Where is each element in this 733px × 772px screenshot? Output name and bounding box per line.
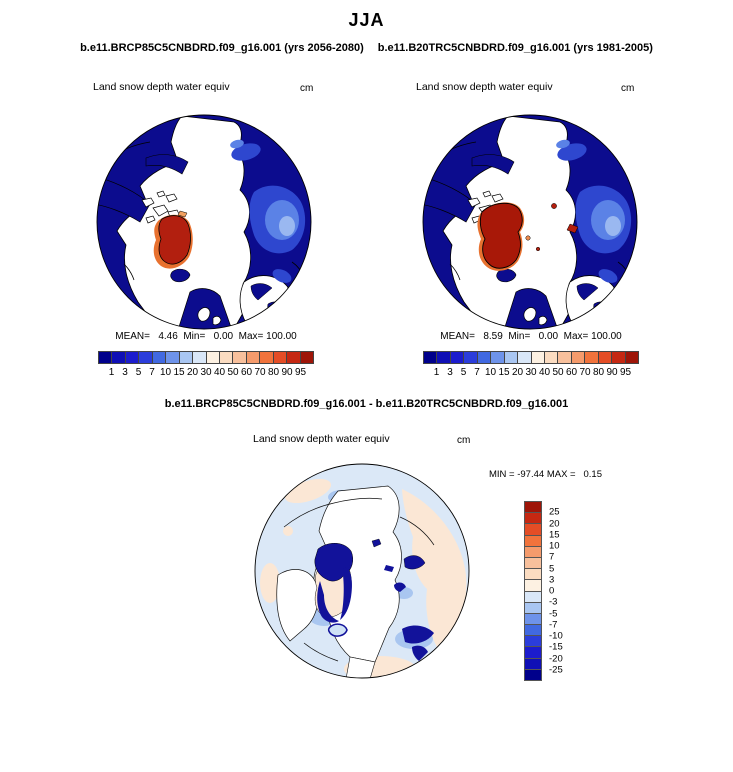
field-label-diff: Land snow depth water equiv (253, 433, 390, 445)
colorbar-segment (220, 352, 232, 363)
case-title-row (0, 42, 733, 54)
diff-minmax: MIN = -97.44 MAX = 0.15 (489, 469, 602, 480)
colorbar-segment (153, 352, 165, 363)
diff-colorbar-segment (525, 670, 541, 680)
colorbar-tick-label: 1 (433, 367, 440, 378)
field-label-left: Land snow depth water equiv (93, 81, 230, 93)
colorbar-segment (112, 352, 124, 363)
colorbar-segment (424, 352, 436, 363)
colorbar-tick-label: 10 (159, 367, 172, 378)
diff-colorbar-tick-label: -5 (549, 608, 558, 619)
diff-colorbar-segment (525, 536, 541, 546)
case-title-left: b.e11.BRCP85C5CNBDRD.f09_g16.001 (yrs 2056-2080) (80, 42, 364, 54)
field-label-right: Land snow depth water equiv (416, 81, 553, 93)
colorbar-segment (180, 352, 192, 363)
diff-title: b.e11.BRCP85C5CNBDRD.f09_g16.001 - b.e11.B20TRC5CNBDRD.f09_g16.001 (164, 398, 569, 410)
colorbar-tick-label: 5 (135, 367, 142, 378)
colorbar-tick-label: 50 (227, 367, 239, 378)
colorbar-tick-label: 50 (552, 367, 564, 378)
diff-colorbar-tick-label: 10 (549, 540, 560, 552)
diff-colorbar-tick-label: 7 (549, 551, 555, 563)
polar-map-difference (254, 463, 470, 679)
colorbar-tick-label: 20 (186, 367, 199, 378)
units-left: cm (300, 83, 314, 94)
diff-colorbar-tick-label: -7 (549, 619, 558, 631)
colorbar-segment (193, 352, 205, 363)
colorbar-tick-label: 95 (619, 367, 632, 378)
colorbar-segment (233, 352, 245, 363)
colorbar-segment (545, 352, 557, 363)
colorbar-segment (260, 352, 272, 363)
diff-colorbar-tick-label: 15 (549, 529, 560, 541)
colorbar-segment (437, 352, 449, 363)
colorbar-segment (166, 352, 178, 363)
colorbar-tick-label: 90 (281, 367, 293, 378)
diff-colorbar-tick-label: 5 (549, 563, 555, 574)
colorbar-tick-label: 95 (294, 367, 307, 378)
diff-colorbar-segment (525, 513, 541, 523)
colorbar-tick-label: 90 (606, 367, 618, 378)
colorbar-segment (99, 352, 111, 363)
colorbar-segment (126, 352, 138, 363)
colorbar-tick-label: 80 (267, 367, 280, 378)
diff-colorbar-segment (525, 569, 541, 579)
units-diff: cm (457, 435, 471, 446)
colorbar-segment (585, 352, 597, 363)
colorbar-segment (139, 352, 151, 363)
colorbar-segment (491, 352, 503, 363)
diff-colorbar-segment (525, 547, 541, 557)
colorbar-tick-label: 20 (511, 367, 524, 378)
diff-colorbar-segment (525, 614, 541, 624)
diff-colorbar-tick-label: 3 (549, 574, 555, 586)
diff-colorbar-tick-label: -20 (549, 653, 563, 664)
diff-colorbar-segment (525, 603, 541, 613)
colorbar-tick-label: 60 (240, 367, 253, 378)
page-title: JJA (348, 10, 385, 30)
units-right: cm (621, 83, 635, 94)
colorbar-tick-label: 7 (474, 367, 480, 378)
iceland-outline (329, 624, 347, 636)
colorbar-tick-label: 30 (525, 367, 537, 378)
diff-colorbar-segment (525, 592, 541, 602)
colorbar-tick-label: 3 (122, 367, 128, 378)
diff-colorbar-tick-label: -15 (549, 641, 563, 653)
colorbar-tick-label: 60 (565, 367, 578, 378)
colorbar-tick-label: 10 (484, 367, 497, 378)
diff-colorbar-tick-label: -3 (549, 596, 558, 608)
colorbar-segment (572, 352, 584, 363)
colorbar-tick-label: 1 (108, 367, 115, 378)
colorbar-segment (451, 352, 463, 363)
colorbar-left (98, 351, 314, 379)
colorbar-tick-label: 15 (173, 367, 185, 378)
diff-colorbar-tick-label: 25 (549, 506, 560, 518)
diff-colorbar-tick-label: 0 (549, 585, 555, 597)
diff-colorbar-tick-label: 20 (549, 518, 560, 529)
diff-colorbar-tick-label: -10 (549, 630, 563, 642)
colorbar-tick-label: 5 (460, 367, 467, 378)
colorbar-right (423, 351, 639, 379)
colorbar-tick-label: 40 (538, 367, 551, 378)
colorbar-segment (612, 352, 624, 363)
colorbar-segment (274, 352, 286, 363)
colorbar-tick-label: 70 (254, 367, 266, 378)
colorbar-segment (301, 352, 313, 363)
polar-map-rcp85 (96, 114, 312, 330)
diff-colorbar-segment (525, 659, 541, 669)
stats-left: MEAN= 4.46 Min= 0.00 Max= 100.00 (115, 331, 297, 342)
colorbar-tick-label: 70 (579, 367, 591, 378)
diff-colorbar-segment (525, 524, 541, 534)
colorbar-tick-label: 7 (149, 367, 155, 378)
colorbar-tick-label: 80 (592, 367, 605, 378)
diff-colorbar-segment (525, 580, 541, 590)
diff-colorbar-segment (525, 558, 541, 568)
stats-right: MEAN= 8.59 Min= 0.00 Max= 100.00 (440, 331, 622, 342)
colorbar-tick-label: 15 (498, 367, 510, 378)
polar-map-20trc (422, 114, 638, 330)
colorbar-segment (626, 352, 638, 363)
colorbar-segment (532, 352, 544, 363)
colorbar-segment (287, 352, 299, 363)
diff-colorbar-segment (525, 636, 541, 646)
colorbar-segment (464, 352, 476, 363)
diff-colorbar (524, 501, 563, 681)
colorbar-tick-label: 30 (200, 367, 212, 378)
colorbar-segment (247, 352, 259, 363)
colorbar-tick-label: 40 (213, 367, 226, 378)
case-title-right: b.e11.B20TRC5CNBDRD.f09_g16.001 (yrs 1981-2005) (377, 42, 653, 54)
colorbar-segment (518, 352, 530, 363)
colorbar-tick-label: 3 (447, 367, 453, 378)
diff-colorbar-tick-label: -25 (549, 664, 563, 676)
colorbar-segment (558, 352, 570, 363)
diff-colorbar-segment (525, 647, 541, 657)
colorbar-segment (599, 352, 611, 363)
diff-colorbar-segment (525, 625, 541, 635)
colorbar-segment (207, 352, 219, 363)
diff-colorbar-segment (525, 502, 541, 512)
colorbar-segment (478, 352, 490, 363)
colorbar-segment (505, 352, 517, 363)
